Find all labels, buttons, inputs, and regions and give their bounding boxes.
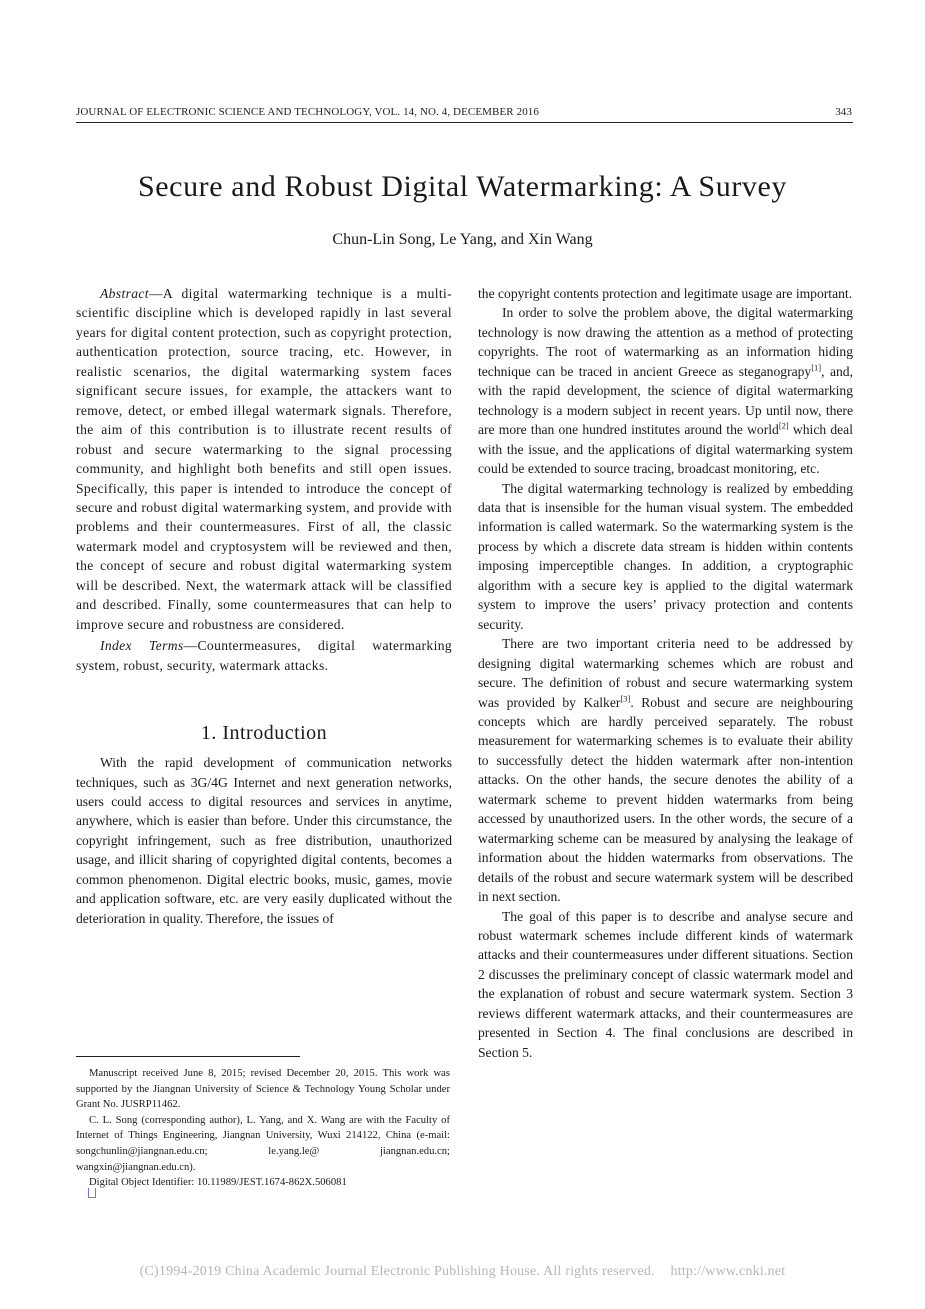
footnote-affiliation: C. L. Song (corresponding author), L. Yang, and X. Wang are with the Faculty of Internet of Things Engineering, Jiangnan University, Wuxi 214122, China (e-mail: songchunlin@jiangnan.edu.cn; le.yang.le@ jiangnan.edu.cn; wangxin@jiangnan.edu.cn). xyxy=(76,1114,450,1173)
index-terms xyxy=(76,636,452,675)
section-heading-introduction: 1. Introduction xyxy=(200,722,328,745)
abstract-dash: — xyxy=(148,286,163,301)
paragraph-text: which deal with the issue, and the applications of digital watermarking system could be extended to source tracing, broadcast monitoring, etc. xyxy=(478,422,853,477)
left-column xyxy=(76,284,452,928)
right-paragraph-5: The goal of this paper is to describe and analyse secure and robust watermark schemes include different kinds of watermark attacks and their countermeasures under different situations. Section 2 discusses the preliminary concept of classic watermark model and the explanation of robust and secure watermark system. Section 3 reviews different watermark attacks, and their countermeasures are presented in Section 4. The final conclusions are described in Section 5. xyxy=(478,908,853,1060)
intro-paragraph-1: With the rapid development of communication networks techniques, such as 3G/4G Internet and next generation networks, users could access to digital resources and services in anytime, anywhere, which is easier than before. Under this circumstance, the copyright infringement, such as free distribution, unauthorized usage, and illicit sharing of copyrighted digital contents, becomes a common phenomenon. Digital electric books, music, games, movie and application software, etc. are very easily duplicated without the deterioration in quality. Therefore, the issues of xyxy=(76,755,452,926)
right-column xyxy=(478,284,853,1062)
header-rule xyxy=(76,122,853,123)
abstract-label: Abstract xyxy=(100,286,149,301)
cnki-link[interactable]: http://www.cnki.net xyxy=(670,1264,786,1279)
paper-title: Secure and Robust Digital Watermarking: A Survey xyxy=(137,170,788,203)
right-paragraph-2 xyxy=(478,303,853,478)
paragraph-text: , and, with the rapid development, the science of digital watermarking technology is a modern subject in recent years. Up until now, there are more than one hundred institutes around the world xyxy=(478,363,853,438)
index-terms-text: Countermeasures, digital watermarking system, robust, security, watermark attacks. xyxy=(76,638,452,673)
journal-name: JOURNAL OF ELECTRONIC SCIENCE AND TECHNOLOGY, VOL. 14, NO. 4, DECEMBER 2016 xyxy=(76,106,539,118)
abstract xyxy=(76,284,452,634)
footnote-rule xyxy=(76,1056,300,1057)
index-terms-dash: — xyxy=(183,638,198,654)
footnote-received: Manuscript received June 8, 2015; revised December 20, 2015. This work was supported by the Jiangnan University of Science & Technology Young Scholar under Grant No. JUSRP11462. xyxy=(76,1068,450,1111)
footnotes xyxy=(76,1066,450,1191)
right-paragraph-1: the copyright contents protection and legitimate usage are important. xyxy=(478,286,853,301)
paragraph-text: In order to solve the problem above, the digital watermarking technology is now drawing the attention as a method of protecting copyrights. The root of watermarking as an information hiding technique can be traced in ancient Greece as steganograpy xyxy=(478,305,853,379)
page-number: 343 xyxy=(835,106,852,118)
copyright-footer xyxy=(0,1264,925,1280)
right-paragraph-4 xyxy=(478,634,853,906)
copyright-text: (C)1994-2019 China Academic Journal Electronic Publishing House. All rights reserved. xyxy=(139,1264,655,1279)
footnote-doi: Digital Object Identifier: 10.11989/JEST.1674-862X.506081 xyxy=(89,1177,347,1189)
authors: Chun-Lin Song, Le Yang, and Xin Wang xyxy=(332,231,593,248)
running-header xyxy=(76,106,852,118)
paragraph-text: . Robust and secure are neighbouring concepts which are hardly perceived separately. The robust measurement for watermarking schemes is to evaluate their ability to successfully detect the hidden watermark after non-intention attacks. On the other hands, the secure denotes the ability of a watermark scheme to prevent hidden watermarks from being accessed by unauthorized users. In the other words, the secure of a watermarking scheme can be measured by analysing the leakage of information about the hidden watermarks from observations. The details of the robust and secure watermark system will be described in next section. xyxy=(478,694,853,905)
cursor-mark-icon xyxy=(88,1188,96,1198)
right-paragraph-3: The digital watermarking technology is realized by embedding data that is insensible for the human visual system. The embedded information is called watermark. So the watermarking system is the process by which a discrete data stream is hidden within contents imposing imperceptible changes. In addition, a cryptographic algorithm with a secure key is applied to the digital watermark system to improve the users’ privacy protection and contents security. xyxy=(478,480,853,632)
abstract-text: A digital watermarking technique is a multi-scientific discipline which is developed rapidly in last several years for digital content protection, such as copyright protection, authentication protection, source tracing, etc. However, in realistic scenarios, the digital watermarking system faces significant secure issues, for example, the attackers want to remove, detect, or embed illegal watermark signals. Therefore, the aim of this contribution is to illustrate recent results of robust and secure watermarking to the signal processing community, and highlight both benefits and still open issues. Specifically, this paper is intended to introduce the concept of secure and robust digital watermarking system, and provide with problems and their countermeasures. First of all, the classic watermark model and cryptosystem will be reviewed and then, the concept of secure and robust digital watermarking system will be described. Next, the watermark attack will be classified and described. Finally, some countermeasures that can help to improve secure and robustness are considered. xyxy=(76,286,452,632)
citation-ref-3[interactable]: [3] xyxy=(620,692,631,703)
citation-ref-1[interactable]: [1] xyxy=(811,362,822,373)
citation-ref-2[interactable]: [2] xyxy=(778,420,789,431)
paragraph-text: There are two important criteria need to be addressed by designing digital watermarking schemes which are robust and secure. The definition of robust and secure watermarking system was provided by Kalker xyxy=(478,636,853,710)
index-terms-label: Index Terms xyxy=(100,638,184,654)
